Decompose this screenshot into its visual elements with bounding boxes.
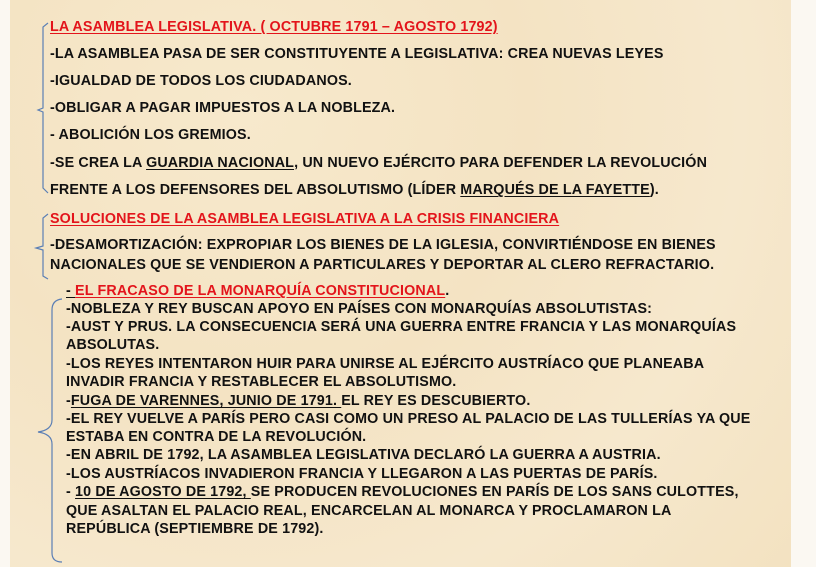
- text-line: [66, 301, 652, 317]
- text-segment: - ABOLICIÓN LOS GREMIOS.: [50, 127, 251, 143]
- text-line: [50, 127, 251, 143]
- text-segment: NACIONALES QUE SE VENDIERON A PARTICULARES Y DEPORTAR AL CLERO REFRACTARIO.: [50, 257, 715, 273]
- text-segment: ABSOLUTAS.: [66, 337, 160, 353]
- text-segment: ESTABA EN CONTRA DE LA REVOLUCIÓN.: [66, 429, 367, 445]
- text-segment: , UN NUEVO EJÉRCITO PARA DEFENDER LA REVOLUCIÓN: [294, 155, 708, 171]
- text-segment: -LOS REYES INTENTARON HUIR PARA UNIRSE AL EJÉRCITO AUSTRÍACO QUE PLANEABA: [66, 356, 705, 372]
- text-line: [66, 411, 750, 427]
- text-segment: ).: [649, 182, 659, 198]
- text-line: [50, 237, 716, 253]
- text-segment: -DESAMORTIZACIÓN: EXPROPIAR LOS BIENES DE LA IGLESIA, CONVIRTIÉNDOSE EN BIENES: [50, 237, 716, 253]
- text-line: [66, 447, 661, 463]
- slide: [10, 0, 791, 567]
- text-segment: -EL REY VUELVE A PARÍS PERO CASI COMO UN PRESO AL PALACIO DE LAS TULLERÍAS YA QUE: [66, 411, 751, 427]
- underlined-text: GUARDIA NACIONAL: [146, 155, 295, 171]
- text-segment: .: [445, 283, 450, 299]
- text-line: [66, 503, 672, 519]
- text-segment: SE PRODUCEN REVOLUCIONES EN PARÍS DE LOS SANS CULOTTES,: [250, 484, 739, 500]
- text-line: [50, 73, 352, 89]
- text-segment: -: [66, 393, 71, 409]
- text-line: [66, 374, 456, 390]
- text-line: [66, 337, 159, 353]
- text-line: [50, 100, 395, 116]
- bracket-asamblea: [38, 23, 48, 193]
- section-heading: [66, 283, 449, 299]
- text-line: [50, 182, 659, 198]
- text-line: [50, 257, 714, 273]
- text-line: [66, 521, 324, 537]
- underlined-text: MARQUÉS DE LA FAYETTE: [460, 182, 650, 198]
- text-segment: -OBLIGAR A PAGAR IMPUESTOS A LA NOBLEZA.: [50, 100, 396, 116]
- text-segment: QUE ASALTAN EL PALACIO REAL, ENCARCELAN AL MONARCA Y PROCLAMARON LA: [66, 503, 672, 519]
- text-line: [50, 155, 707, 171]
- brace-fracaso: [38, 299, 62, 562]
- text-segment: -LA ASAMBLEA PASA DE SER CONSTITUYENTE A LEGISLATIVA: CREA NUEVAS LEYES: [50, 46, 664, 62]
- text-segment: -NOBLEZA Y REY BUSCAN APOYO EN PAÍSES CON MONARQUÍAS ABSOLUTISTAS:: [66, 301, 653, 317]
- underlined-text: LA ASAMBLEA LEGISLATIVA. ( OCTUBRE 1791 – AGOSTO 1792): [50, 19, 498, 35]
- text-segment: -AUST Y PRUS. LA CONSECUENCIA SERÁ UNA GUERRA ENTRE FRANCIA Y LAS MONARQUÍAS: [66, 319, 737, 335]
- section-heading: [50, 211, 559, 227]
- text-line: [66, 393, 530, 409]
- text-line: [66, 466, 658, 482]
- underlined-text: 10 DE AGOSTO DE 1792,: [75, 484, 251, 500]
- text-line: [66, 429, 366, 445]
- text-line: [50, 46, 664, 62]
- text-line: [66, 484, 739, 500]
- underlined-text: SOLUCIONES DE LA ASAMBLEA LEGISLATIVA A LA CRISIS FINANCIERA: [50, 211, 560, 227]
- section-heading: [50, 19, 498, 35]
- text-line: [66, 356, 704, 372]
- text-segment: -SE CREA LA: [50, 155, 147, 171]
- text-segment: -IGUALDAD DE TODOS LOS CIUDADANOS.: [50, 73, 352, 89]
- bracket-soluciones: [36, 214, 48, 279]
- text-segment: REPÚBLICA (SEPTIEMBRE DE 1792).: [66, 521, 324, 537]
- text-segment: -: [66, 484, 76, 500]
- text-segment: INVADIR FRANCIA Y RESTABLECER EL ABSOLUTISMO.: [66, 374, 457, 390]
- text-segment: EL REY ES DESCUBIERTO.: [341, 393, 531, 409]
- text-segment: FRENTE A LOS DEFENSORES DEL ABSOLUTISMO (LÍDER: [50, 182, 461, 198]
- text-segment: -EN ABRIL DE 1792, LA ASAMBLEA LEGISLATIVA DECLARÓ LA GUERRA A AUSTRIA.: [66, 447, 661, 463]
- underlined-text: EL FRACASO DE LA MONARQUÍA CONSTITUCIONAL: [75, 283, 446, 299]
- text-segment: -LOS AUSTRÍACOS INVADIERON FRANCIA Y LLEGARON A LAS PUERTAS DE PARÍS.: [66, 466, 658, 482]
- text-line: [66, 319, 736, 335]
- underlined-text: -: [66, 283, 76, 299]
- underlined-text: FUGA DE VARENNES, JUNIO DE 1791.: [70, 393, 342, 409]
